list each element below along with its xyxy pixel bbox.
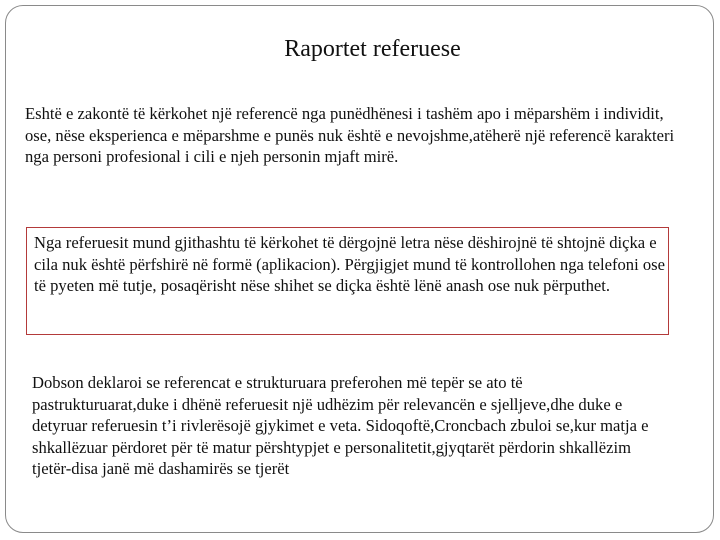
slide-title: Raportet referuese: [284, 36, 461, 62]
paragraph-referee-letters: Nga referuesit mund gjithashtu të kërkohet të dërgojnë letra nëse dëshirojnë të shtojnë diçka e cila nuk është përfshirë në formë (aplikacion). Përgjigjet mund të kontrollohen nga telefoni ose të pyeten më tutje, posaqërisht nëse shihet se diçka është lënë anash ose nuk përputhet.: [34, 233, 665, 295]
highlighted-text-box: [26, 227, 669, 335]
paragraph-structured-references: Dobson deklaroi se referencat e strukturuara preferohen më tepër se ato të pastrukturuarat,duke i dhënë referuesit një udhëzim për relevancën e sjelljeve,dhe duke e detyruar referuesin t’i rivlerësojë gjykimet e veta. Sidoqoftë,Croncbach zbuloi se,kur matja e shkallëzuar përdoret për të matur përshtypjet e personalitetit,gjyqtarët përdorin shkallëzim tjetër-disa janë më dashamirës se tjerët: [32, 373, 649, 478]
paragraph-employer-reference: Eshtë e zakontë të kërkohet një referencë nga punëdhënesi i tashëm apo i mëparshëm i individit, ose, nëse eksperienca e mëparshme e punës nuk është e nevojshme,atëherë një referencë karakteri nga personi profesional i cili e njeh personin mjaft mirë.: [25, 104, 675, 166]
slide: [5, 5, 714, 533]
